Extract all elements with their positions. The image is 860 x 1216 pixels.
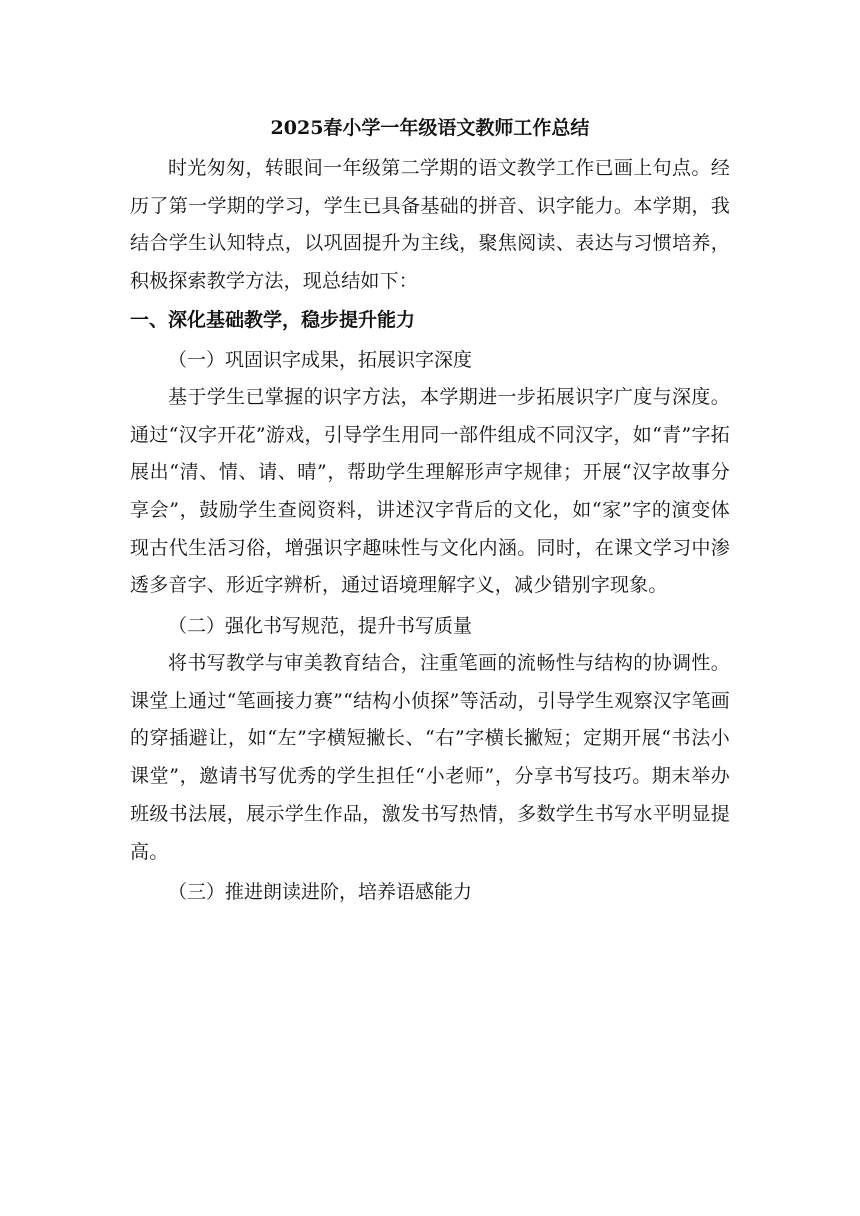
- subsection-heading-reading: （三）推进朗读进阶，培养语感能力: [168, 881, 473, 904]
- intro-paragraph: 时光匆匆，转眼间一年级第二学期的语文教学工作已画上句点。经历了第一学期的学习，学生已具备基础的拼音、识字能力。本学期，我结合学生认知特点，以巩固提升为主线，聚焦阅读、表达与习惯培养，积极探索教学方法，现总结如下：: [130, 157, 730, 293]
- writing-paragraph: 将书写教学与审美教育结合，注重笔画的流畅性与结构的协调性。课堂上通过“笔画接力赛”“结构小侦探”等活动，引导学生观察汉字笔画的穿插避让，如“左”字横短撇长、“右”字横长撇短；定期开展“书法小课堂”，邀请书写优秀的学生担任“小老师”，分享书写技巧。期末举办班级书法展，展示学生作品，激发书写热情，多数学生书写水平明显提高。: [130, 652, 730, 863]
- literacy-paragraph: 基于学生已掌握的识字方法，本学期进一步拓展识字广度与深度。通过“汉字开花”游戏，引导学生用同一部件组成不同汉字，如“青”字拓展出“清、情、请、晴”，帮助学生理解形声字规律；开展“汉字故事分享会”，鼓励学生查阅资料，讲述汉字背后的文化，如“家”字的演变体现古代生活习俗，增强识字趣味性与文化内涵。同时，在课文学习中渗透多音字、形近字辨析，通过语境理解字义，减少错别字现象。: [130, 385, 730, 597]
- document-title: 2025春小学一年级语文教师工作总结: [270, 117, 590, 139]
- section-heading: 一、深化基础教学，稳步提升能力: [130, 308, 416, 331]
- subsection-heading-writing: （二）强化书写规范，提升书写质量: [168, 615, 473, 638]
- document-content: [130, 112, 730, 911]
- subsection-heading-literacy: （一）巩固识字成果，拓展识字深度: [168, 348, 473, 371]
